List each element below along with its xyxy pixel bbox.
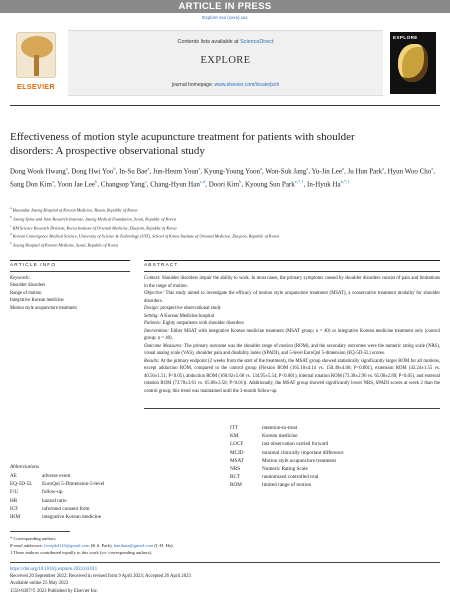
abbreviation-row — [230, 465, 440, 473]
keyword-item: Motion style acupuncture treatment — [10, 305, 77, 311]
abbreviation-term: HR — [10, 497, 18, 504]
abbreviation-row — [10, 480, 210, 488]
abstract-paragraph — [144, 328, 440, 343]
email-link-park[interactable]: lovepkd116@gmail.com — [44, 543, 90, 548]
abstract-paragraph — [144, 305, 440, 313]
email-label: E-mail addresses: — [10, 543, 45, 548]
affiliation-mark: e — [10, 241, 12, 246]
author-affiliation-mark[interactable]: a — [306, 166, 309, 171]
contents-line — [68, 39, 383, 45]
author-name[interactable]: Kyung-Young Yoon — [203, 167, 260, 176]
abbreviations-left-column — [10, 472, 210, 521]
abbreviation-definition: Korean medicine — [262, 433, 298, 440]
abbreviation-definition: adverse event — [42, 473, 71, 479]
affiliation-mark: a — [10, 206, 12, 210]
received-dates: Received 20 September 2022; Received in revised form 9 April 2023; Accepted 26 April 2023 — [10, 574, 191, 580]
abbreviation-term: IKM — [10, 514, 21, 521]
abbreviation-term: NRS — [230, 466, 241, 473]
affiliation-item — [10, 205, 440, 214]
abstract-section-label: Outcome Measures: — [144, 343, 183, 349]
abbreviation-definition: minimal clinically important difference — [262, 449, 344, 456]
article-info-subrule — [10, 271, 130, 272]
sciencedirect-link[interactable]: ScienceDirect — [240, 39, 274, 45]
publication-info — [10, 566, 440, 595]
abstract-paragraph — [144, 343, 440, 358]
abbreviation-row — [10, 472, 210, 480]
abstract-section-text: Either MSAT with integrative Korean medicine treatment (MSAT group; n = 40) or integrative Korean medicine treatment only (control group; n = 40). — [144, 328, 440, 341]
journal-header-box — [68, 30, 383, 96]
publisher-name: ELSEVIER — [17, 82, 55, 91]
abbreviation-definition: intention-to-treat — [262, 425, 298, 431]
author-affiliation-mark[interactable]: c,d — [199, 178, 206, 184]
abbreviation-term: LOCF — [230, 441, 244, 448]
affiliation-text: Jaseng Spine and Joint Research Institute, Jaseng Medical Foundation, Seoul, Republic of Korea — [12, 216, 176, 222]
equal-contribution-note: 1 These authors contributed equally to this work (co- corresponding authors). — [10, 550, 153, 555]
affiliation-item — [10, 223, 440, 232]
elsevier-logo[interactable] — [10, 30, 62, 96]
affiliation-text: KM Science Research Division, Korea Institute of Oriental Medicine, Daejeon, Republic of Korea — [12, 224, 177, 230]
author-name[interactable]: Won-Suk Jang — [265, 167, 307, 176]
abbreviation-definition: informed consent form — [42, 505, 90, 512]
footnote-rule — [10, 531, 70, 532]
abbreviation-row — [230, 449, 440, 457]
abstract-section-label: Design: — [144, 306, 160, 311]
keywords-block — [10, 275, 130, 312]
journal-cover-image[interactable] — [390, 32, 436, 94]
affiliation-mark: d — [10, 232, 12, 237]
affiliation-item — [10, 240, 440, 249]
author-affiliation-mark[interactable]: c — [144, 178, 147, 184]
abstract-section-label: Context: — [144, 276, 161, 281]
author-affiliation-mark[interactable]: a — [382, 166, 385, 171]
abbreviation-definition: last observation carried forward — [262, 441, 329, 448]
author-name[interactable]: In-Su Bae — [119, 167, 148, 176]
author-affiliation-mark[interactable]: a — [431, 166, 434, 171]
author-affiliation-mark[interactable]: e,*,1 — [294, 178, 304, 184]
article-info-heading: ARTICLE INFO — [10, 263, 57, 268]
abbreviation-term: F/U — [10, 489, 19, 496]
abbreviation-term: AE — [10, 473, 17, 479]
abstract-section-label: Intervention: — [144, 328, 170, 334]
header-divider — [10, 105, 440, 106]
abbreviations-right-column — [230, 424, 440, 490]
abbreviation-definition: hazard ratio — [42, 497, 67, 504]
author-name[interactable]: Changsop Yang — [100, 180, 145, 189]
article-info-rule — [10, 260, 130, 261]
abbreviation-term: RCT — [230, 474, 241, 481]
author-name[interactable]: Hyun Woo Cho — [387, 167, 432, 176]
affiliation-item — [10, 214, 440, 223]
author-affiliation-mark[interactable]: a — [259, 166, 262, 171]
abstract-section-label: Objective: — [144, 291, 164, 296]
doi-link[interactable]: https://doi.org/10.1016/j.explore.2023.04.011 — [10, 567, 98, 572]
corresponding-note: * Corresponding authors. — [10, 536, 57, 541]
abstract-paragraph — [144, 290, 440, 305]
abbreviation-definition: Motion style acupuncture treatment — [262, 457, 336, 464]
author-name[interactable]: Ju Hun Park — [347, 167, 383, 176]
abbreviation-definition: integrative Korean medicine — [42, 514, 102, 521]
abstract-section-text: At the primary endpoint (2 weeks from the start of the treatment), the MSAT group showed statistically significantly larger ROM for all motions, except adduction ROM, compared to the control group (Flexion ROM (165.10±4.14 vs. 150.49±4.06; P<0.001), extension ROM (43.24±1.55 vs. 40.56±1.51; P<0.05), abduction ROM (160.92±5.68 vs. 134.95±5.54; P<0.001), internal rotation ROM (73.38±2.96 vs. 65.00±2.89; P<0.05), and external rotation ROM (73.78±3.61 vs. 65.88±3.50; P<0.01)). Additionally, the MSAT group showed significantly lower NRS, SPADI scores at week 2 than the control group; this trend was maintained until the 3-month follow-up. — [144, 358, 441, 394]
abbreviations-heading: Abbreviations — [10, 464, 39, 470]
email-owner-ha: (I.-H. Ha). — [153, 543, 174, 548]
online-date: Available online 25 May 2023 — [10, 581, 69, 587]
abstract-section-text: This study aimed to investigate the efficacy of motion style acupuncture treatment (MSAT), a conservative treatment modality for shoulder disorders. — [144, 291, 440, 304]
abstract-paragraph — [144, 320, 440, 328]
keywords-label: Keywords: — [10, 276, 31, 281]
affiliation-item — [10, 231, 440, 240]
author-name[interactable]: Chang-Hyun Han — [150, 180, 200, 189]
footnotes — [10, 535, 440, 556]
contents-prefix: Contents lists available at — [177, 39, 241, 45]
cover-title: EXPLORE — [393, 35, 418, 40]
homepage-link[interactable]: www.elsevier.com/locate/jsch — [214, 82, 280, 88]
author-name[interactable]: Kyoung Sun Park — [244, 180, 295, 189]
author-affiliation-mark[interactable]: a — [147, 166, 150, 171]
journal-title: EXPLORE — [200, 55, 251, 66]
affiliation-text: Haeundae Jaseng Hospital of Korean Medicine, Busan, Republic of Korea — [12, 207, 138, 213]
copyright: 1550-8307/© 2023 Published by Elsevier Inc. — [10, 588, 99, 594]
article-title: Effectiveness of motion style acupuncture treatment for patients with shoulder disorders: A prospective observational study — [10, 131, 355, 157]
abbreviation-term: ITT — [230, 425, 239, 431]
author-affiliation-mark[interactable]: b — [95, 178, 98, 184]
abbreviation-row — [230, 440, 440, 448]
abbreviation-definition: EuroQol 5-Dimension-5-level — [42, 481, 105, 488]
author-list: Dong Wook Hwang$^a$, Dong Hwi Yoo$^b$, In-Su Bae$^a$, Jun-Heum Youn$^a$, Kyung-Young Yoon$^a$, Won-Suk Jang$^a$, Yu-Jin Lee$^a$, Ju Hun Park$^a$, Hyun Woo Cho$^a$, Sang Don Kim$^a$, Yoon Jae Lee$^b$, Changsop Yang$^c$, Chang-Hyun Han$^{c,d}$, Doori Kim$^b$, Kyoung Sun Park$^{e,*,1}$, In-Hyuk $Ha^{b,*,1}$ — [10, 166, 436, 189]
bottom-rule — [10, 562, 440, 563]
masthead — [10, 30, 440, 102]
author-affiliation-mark[interactable]: a — [342, 166, 344, 171]
abstract-rule — [144, 260, 440, 261]
author-name[interactable]: Sang Don Kim — [10, 180, 52, 189]
abstract-paragraph — [144, 313, 440, 321]
abbreviation-definition: follow-up — [42, 489, 63, 496]
author-name[interactable]: Dong Hwi Yoo — [71, 167, 114, 176]
abstract-heading: ABSTRACT — [144, 263, 179, 268]
abstract-section-text: prospective observational study — [159, 306, 222, 311]
author-affiliation-mark[interactable]: b,*,1 — [340, 178, 350, 184]
author-affiliation-mark[interactable]: a — [52, 178, 54, 184]
abstract-section-text: Shoulder disorders impair the ability to work. In most cases, the primary symptoms caused by shoulder disorders consist of pain and limitations in the range of motion. — [144, 276, 440, 289]
abbreviation-row — [230, 481, 440, 489]
affiliation-list — [10, 205, 440, 249]
affiliation-mark: c — [10, 223, 12, 228]
author-name[interactable]: In-Hyuk Ha — [307, 180, 341, 189]
keyword-item: Range of motion — [10, 290, 42, 296]
article-in-press-banner: ARTICLE IN PRESS — [0, 0, 450, 13]
abbreviation-definition: randomized controlled trial — [262, 474, 319, 481]
abstract-end-rule — [144, 408, 440, 409]
author-affiliation-mark[interactable]: a — [65, 166, 68, 171]
keyword-item: Integrative Korean medicine — [10, 298, 64, 304]
keywords-list — [10, 282, 130, 312]
abstract-section-label: Results: — [144, 358, 160, 364]
abstract-paragraph — [144, 358, 440, 396]
abbreviation-term: MSAT — [230, 457, 244, 464]
affiliation-text: Korean Convergence Medical Science, University of Science & Technology (UST), School of Korea Institute of Oriental Medicine, Daejeon, Republic of Korea — [12, 233, 280, 239]
abbreviation-row — [230, 432, 440, 440]
author-affiliation-mark[interactable]: a — [198, 166, 201, 171]
abbreviation-row — [230, 473, 440, 481]
author-name[interactable]: Yu-Jin Lee — [311, 167, 342, 176]
homepage-prefix: journal homepage: — [171, 82, 215, 88]
abstract-section-text: The primary outcome was the shoulder range of motion (ROM), and the secondary outcomes were the numeric rating scale (NRS), visual analog scale (VAS), shoulder pain and disability index (SPADI), and 5-level EuroQol 5-dimension (EQ-5D-5L) scores. — [144, 343, 440, 356]
abbreviation-row — [230, 457, 440, 465]
abbreviation-row — [10, 497, 210, 505]
author-name[interactable]: Doori Kim — [208, 180, 240, 189]
abbreviation-term: KM — [230, 433, 239, 440]
abstract-paragraph — [144, 275, 440, 290]
affiliation-mark: b — [10, 214, 12, 219]
email-link-ha[interactable]: hanihata@gmail.com — [113, 543, 154, 548]
abbreviation-term: MCID — [230, 449, 244, 456]
abstract-section-text: Eighty outpatients with shoulder disorders — [161, 321, 244, 326]
abstract-subrule — [144, 271, 440, 272]
abbreviation-row — [10, 513, 210, 521]
abbreviation-row — [10, 488, 210, 496]
keyword-item: Shoulder disorders — [10, 283, 46, 289]
abbreviation-row — [230, 424, 440, 432]
author-affiliation-mark[interactable]: b — [239, 178, 242, 184]
abbreviation-term: EQ-5D-5L — [10, 481, 33, 488]
abstract-section-label: Setting: — [144, 313, 159, 319]
abbreviation-definition: Numeric Rating Scale — [262, 466, 308, 473]
affiliation-text: Jaseng Hospital of Korean Medicine, Seoul, Republic of Korea — [12, 242, 119, 248]
author-name[interactable]: Yoon Jae Lee — [57, 180, 96, 189]
abbreviation-definition: limited range of motion — [262, 482, 312, 489]
email-owner-park: (K.S. Park), — [89, 543, 114, 548]
elsevier-tree-icon — [16, 32, 56, 78]
abstract-body — [144, 275, 440, 395]
abstract-section-text: A Korean Medicine hospital — [158, 313, 215, 319]
cover-art — [398, 44, 428, 82]
abstract-section-label: Patients: — [144, 321, 162, 326]
abbreviation-row — [10, 505, 210, 513]
citation-link[interactable]: Explore xxx (xxxx) xxx — [202, 15, 248, 20]
author-name[interactable]: Dong Wook Hwang — [10, 167, 66, 176]
author-name[interactable]: Jun-Heum Youn — [152, 167, 199, 176]
author-affiliation-mark[interactable]: b — [113, 166, 116, 171]
abbreviation-term: ICF — [10, 505, 19, 512]
homepage-line — [68, 82, 383, 88]
email-line — [10, 542, 440, 549]
abbreviation-term: ROM — [230, 482, 242, 489]
